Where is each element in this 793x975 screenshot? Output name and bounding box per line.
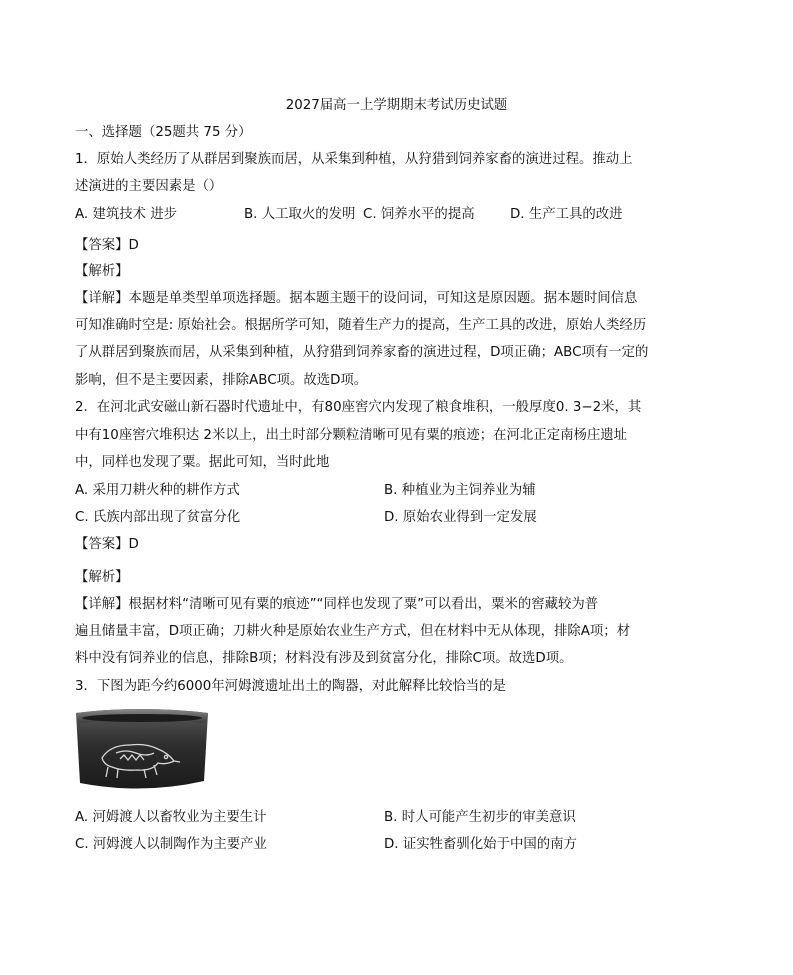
q3-option-d: D. 证实牲畜驯化始于中国的南方 [384, 837, 577, 852]
q1-option-c: C. 饲养水平的提高 [363, 207, 475, 222]
q3-option-b: B. 时人可能产生初步的审美意识 [384, 810, 576, 825]
q1-detail-line-2: 可知准确时空是: 原始社会。根据所学可知，随着生产力的提高，生产工具的改进，原始人类经历 [75, 318, 647, 333]
q1-option-b: B. 人工取火的发明 [244, 207, 356, 222]
q1-analysis-label: 【解析】 [75, 264, 129, 279]
q3-option-c: C. 河姆渡人以制陶作为主要产业 [75, 837, 267, 852]
q2-option-a: A. 采用刀耕火种的耕作方式 [75, 483, 240, 498]
q2-detail-line-2: 遍且储量丰富，D项正确；刀耕火种是原始农业生产方式，但在材料中无从体现，排除A项；材 [75, 624, 631, 639]
q1-stem-line-1: 1．原始人类经历了从群居到聚族而居，从采集到种植，从狩猎到饲养家畜的演进过程。推动上 [75, 152, 633, 167]
pottery-photo [72, 703, 212, 798]
q2-option-c: C. 氏族内部出现了贫富分化 [75, 510, 241, 525]
q1-option-d: D. 生产工具的改进 [510, 207, 623, 222]
q3-option-a: A. 河姆渡人以畜牧业为主要生计 [75, 810, 267, 825]
q1-answer: 【答案】D [75, 238, 139, 253]
q2-answer: 【答案】D [75, 537, 139, 552]
section-heading: 一、选择题（25题共 75 分） [75, 125, 252, 140]
q1-detail-line-1: 【详解】本题是单类型单项选择题。据本题主题干的设问词，可知这是原因题。据本题时间信息 [75, 291, 638, 306]
q1-stem-line-2: 述演进的主要因素是（） [75, 179, 223, 194]
q2-stem-line-3: 中，同样也发现了粟。据此可知，当时此地 [75, 455, 330, 470]
q2-detail-line-1: 【详解】根据材料“清晰可见有粟的痕迹”“同样也发现了粟”可以看出，粟米的窖藏较为普 [75, 597, 599, 612]
q2-analysis-label: 【解析】 [75, 570, 129, 585]
q1-detail-line-4: 影响，但不是主要因素，排除ABC项。故选D项。 [75, 373, 368, 388]
q2-stem-line-1: 2．在河北武安磁山新石器时代遗址中，有80座窖穴内发现了粮食堆积，一般厚度0. 3−2米，其 [75, 400, 642, 415]
q1-option-a: A. 建筑技术 进步 [75, 207, 178, 222]
q2-detail-line-3: 料中没有饲养业的信息，排除B项；材料没有涉及到贫富分化，排除C项。故选D项。 [75, 651, 573, 666]
q2-option-b: B. 种植业为主饲养业为辅 [384, 483, 536, 498]
q2-option-d: D. 原始农业得到一定发展 [384, 510, 537, 525]
q3-stem-line-1: 3．下图为距今约6000年河姆渡遗址出土的陶器，对此解释比较恰当的是 [75, 679, 506, 694]
page-title: 2027届高一上学期期末考试历史试题 [285, 98, 508, 113]
q2-stem-line-2: 中有10座窖穴堆积达 2米以上，出土时部分颗粒清晰可见有粟的痕迹；在河北正定南杨庄遗址 [75, 428, 628, 443]
q1-detail-line-3: 了从群居到聚族而居，从采集到种植，从狩猎到饲养家畜的演进过程，D项正确；ABC项有一定的 [75, 345, 649, 360]
